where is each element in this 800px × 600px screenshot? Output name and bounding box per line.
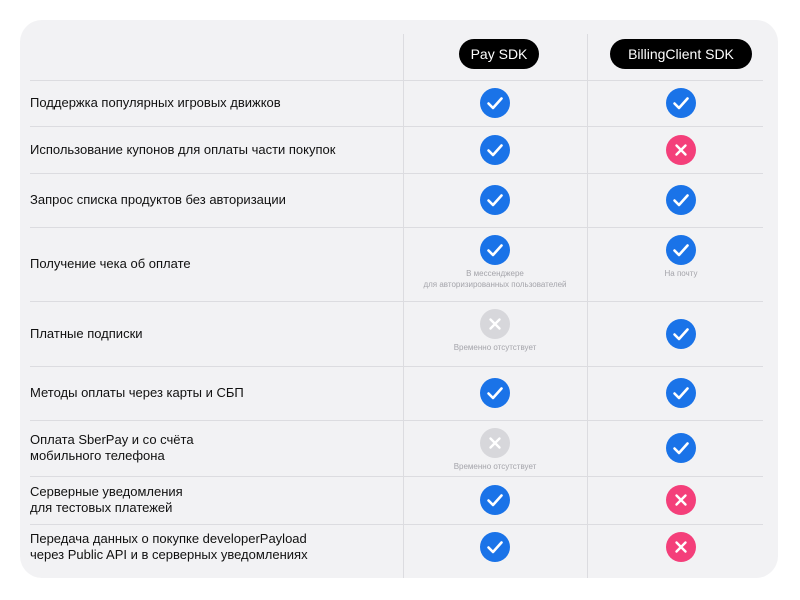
pay-sdk-note: Временно отсутствует xyxy=(453,462,537,471)
cross-icon xyxy=(666,485,696,515)
check-icon xyxy=(480,185,510,215)
comparison-card xyxy=(20,20,778,578)
pay-sdk-note: В мессенджере для авторизированных пользователей xyxy=(423,269,567,289)
pay-sdk-note: Временно отсутствует xyxy=(453,343,537,352)
check-icon xyxy=(480,485,510,515)
check-icon xyxy=(666,378,696,408)
header-billing-sdk: BillingClient SDK xyxy=(610,39,752,69)
billing-sdk-note: На почту xyxy=(664,269,698,278)
feature-label: Передача данных о покупке developerPayload через Public API и в серверных уведомлениях xyxy=(30,531,308,562)
header-pay-sdk: Pay SDK xyxy=(459,39,539,69)
check-icon xyxy=(480,88,510,118)
feature-label: Получение чека об оплате xyxy=(30,256,191,271)
check-icon xyxy=(666,88,696,118)
check-icon xyxy=(480,235,510,265)
feature-label: Серверные уведомления для тестовых платежей xyxy=(30,484,183,515)
check-icon xyxy=(480,378,510,408)
check-icon xyxy=(666,433,696,463)
feature-label: Платные подписки xyxy=(30,325,143,341)
cross-icon xyxy=(666,532,696,562)
feature-label: Использование купонов для оплаты части покупок xyxy=(30,141,336,157)
feature-label: Поддержка популярных игровых движков xyxy=(30,95,281,110)
check-icon xyxy=(480,532,510,562)
feature-label: Методы оплаты через карты и СБП xyxy=(30,385,244,400)
cross-icon xyxy=(480,309,510,339)
cross-icon xyxy=(666,135,696,165)
check-icon xyxy=(666,185,696,215)
feature-label: Запрос списка продуктов без авторизации xyxy=(30,192,286,207)
check-icon xyxy=(666,319,696,349)
feature-label: Оплата SberPay и со счёта мобильного телефона xyxy=(30,432,194,463)
check-icon xyxy=(666,235,696,265)
cross-icon xyxy=(480,428,510,458)
check-icon xyxy=(480,135,510,165)
